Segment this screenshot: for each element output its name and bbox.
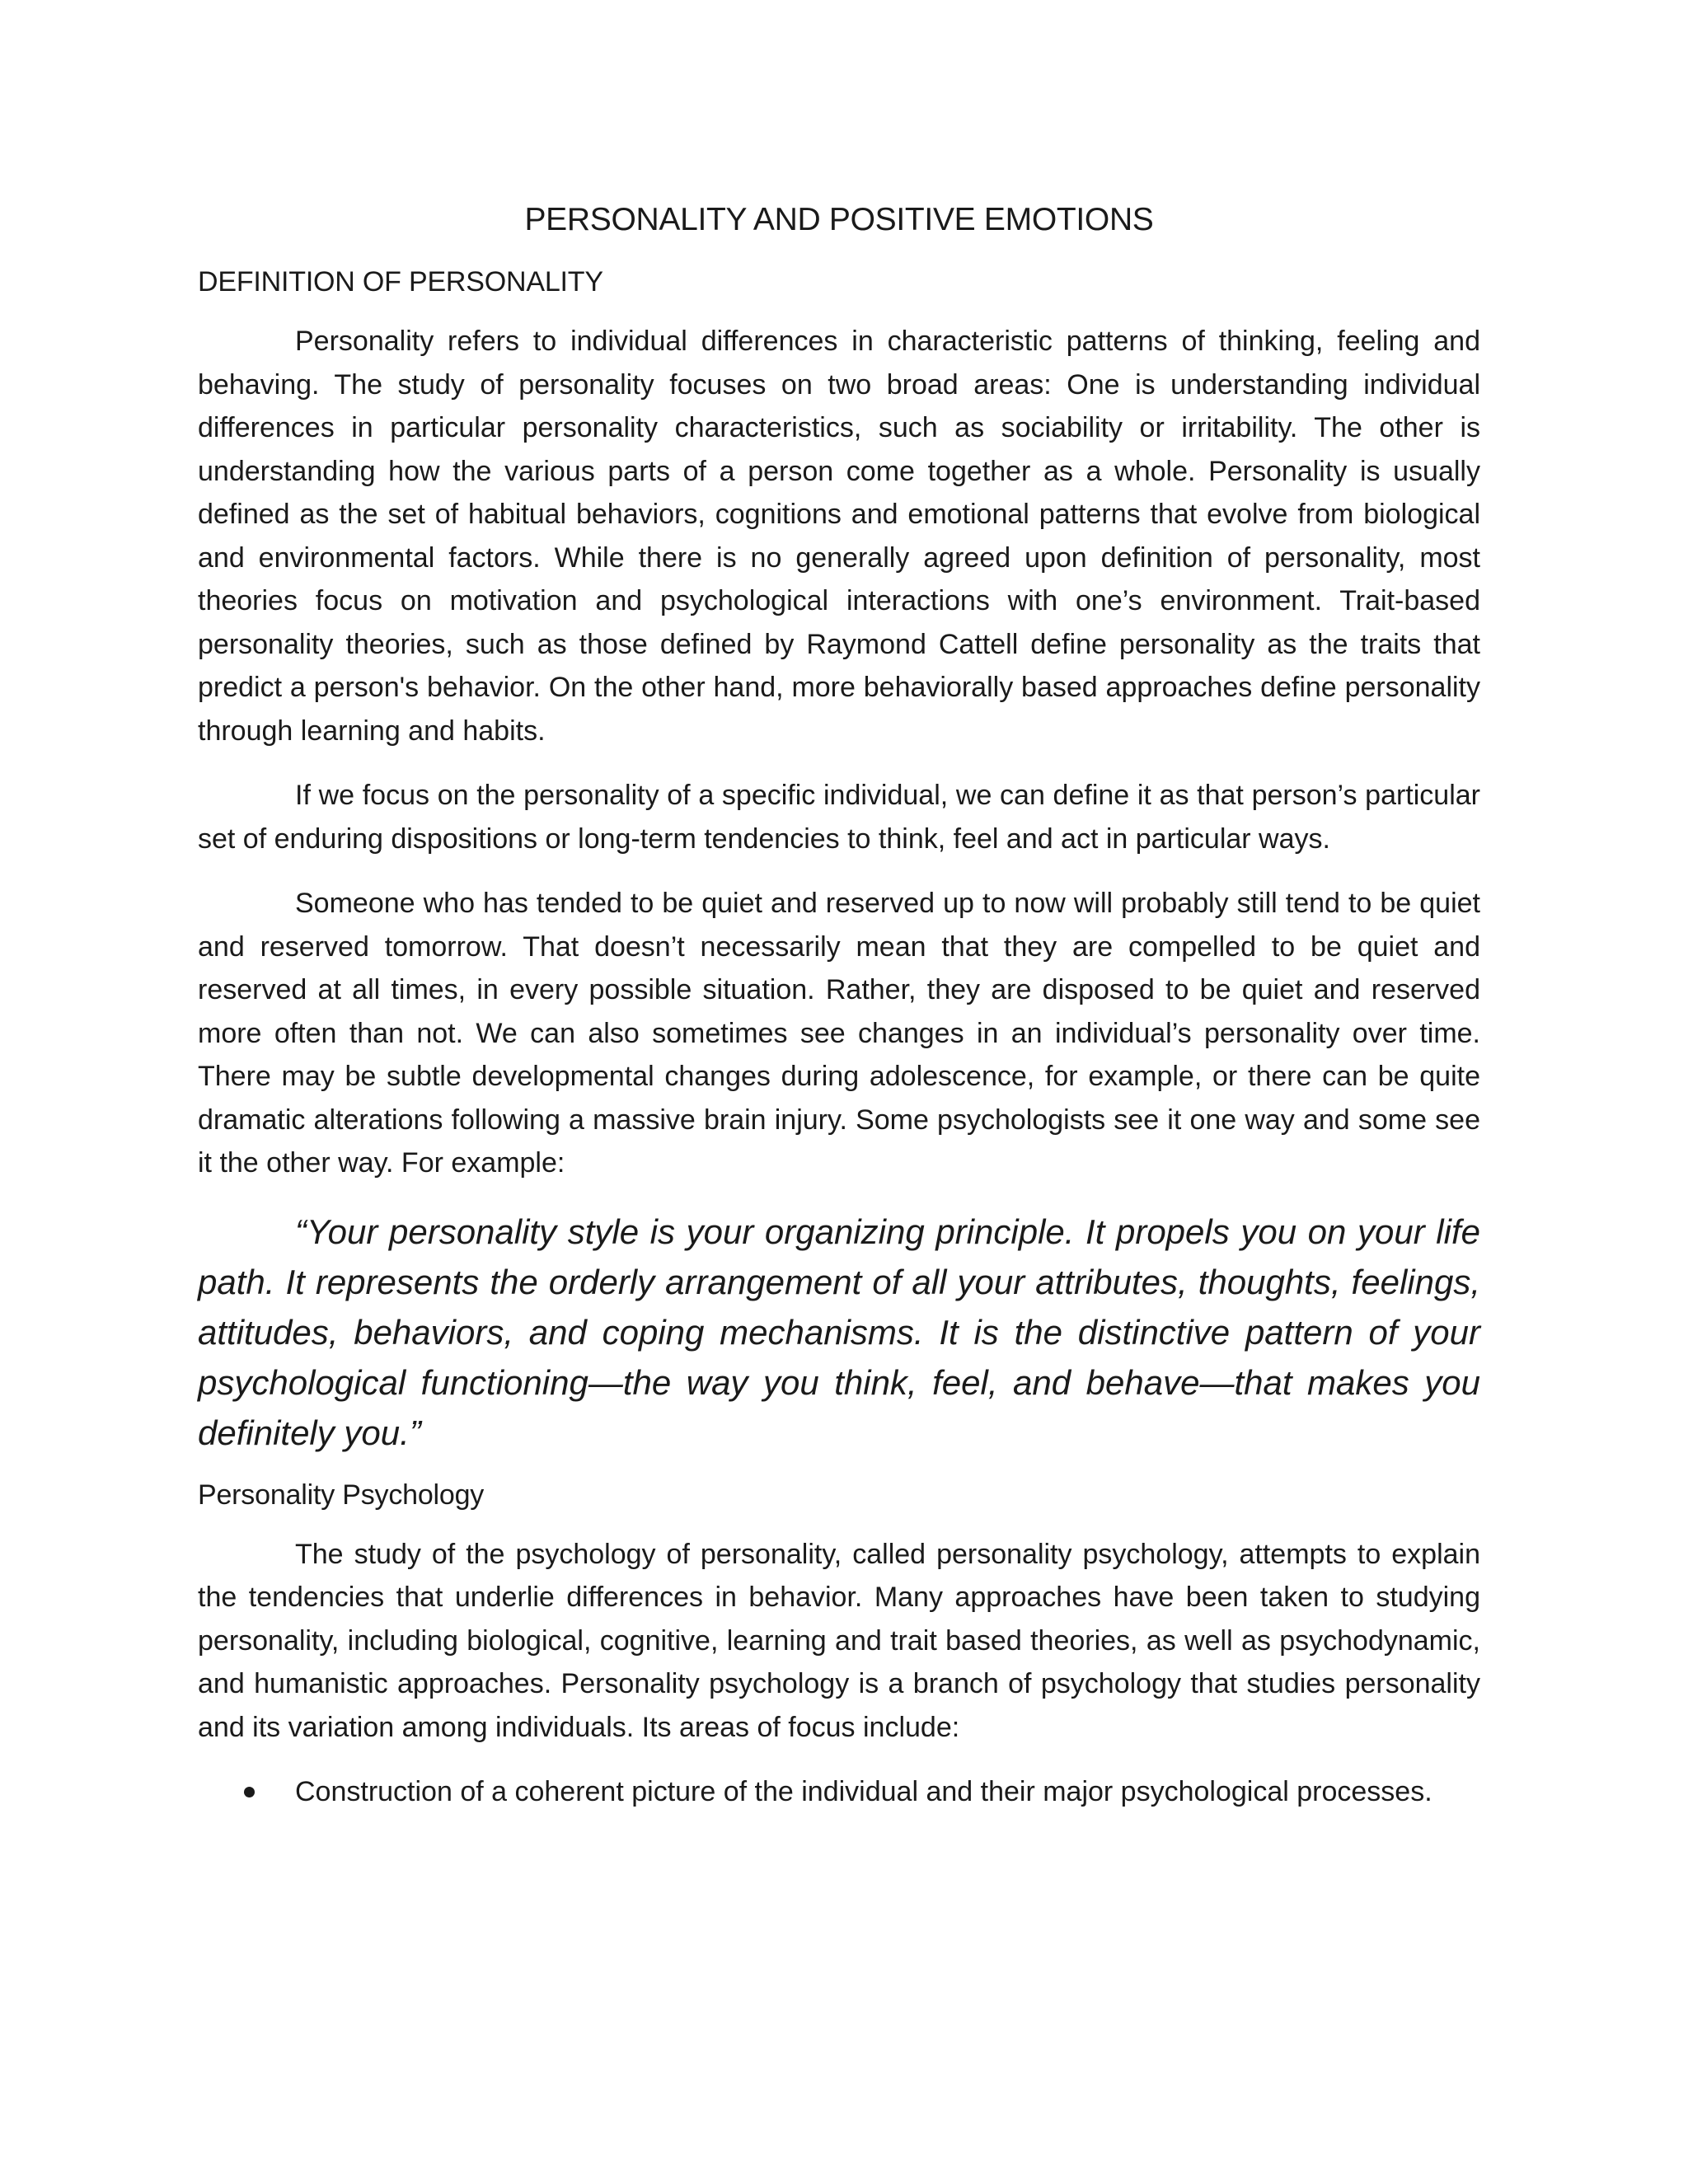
- bullet-icon: [244, 1787, 255, 1797]
- list-item-text: Construction of a coherent picture of the individual and their major psychological processes.: [295, 1776, 1432, 1807]
- paragraph-personality-psychology: The study of the psychology of personality, called personality psychology, attempts to explain the tendencies that underlie differences in behavior. Many approaches have been taken to studying personality, including biological, cognitive, learning and trait based theories, as well as psychodynamic, and humanistic approaches. Personality psychology is a branch of psychology that studies personality and its variation among individuals. Its areas of focus include:: [198, 1538, 1480, 1743]
- focus-areas-list: [198, 1770, 1480, 1814]
- block-quote: “Your personality style is your organizing principle. It propels you on your life path. It represents the orderly arrangement of all your attributes, thoughts, feelings, attitudes, behaviors, and coping mechanisms. It is the distinctive pattern of your psychological functioning—the way you think, feel, and behave—that makes you definitely you.”: [198, 1212, 1480, 1452]
- list-item: [198, 1770, 1480, 1814]
- paragraph-stability: Someone who has tended to be quiet and reserved up to now will probably still tend to be quiet and reserved tomorrow. That doesn’t necessarily mean that they are compelled to be quiet and reserved at all times, in every possible situation. Rather, they are disposed to be quiet and reserved more often than not. We can also sometimes see changes in an individual’s personality over time. There may be subtle developmental changes during adolescence, for example, or there can be quite dramatic alterations following a massive brain injury. Some psychologists see it one way and some see it the other way. For example:: [198, 888, 1480, 1179]
- paragraph-individual: If we focus on the personality of a specific individual, we can define it as that person’s particular set of enduring dispositions or long-term tendencies to think, feel and act in particular ways.: [198, 780, 1480, 855]
- section-heading-definition: DEFINITION OF PERSONALITY: [198, 266, 603, 298]
- page-title: PERSONALITY AND POSITIVE EMOTIONS: [524, 202, 1154, 237]
- section-heading-personality-psychology: Personality Psychology: [198, 1479, 485, 1511]
- paragraph-definition: Personality refers to individual differences in characteristic patterns of thinking, feeling and behaving. The study of personality focuses on two broad areas: One is understanding individual differences in particular personality characteristics, such as sociability or irritability. The other is understanding how the various parts of a person come together as a whole. Personality is usually defined as the set of habitual behaviors, cognitions and emotional patterns that evolve from biological and environmental factors. While there is no generally agreed upon definition of personality, most theories focus on motivation and psychological interactions with one’s environment. Trait-based personality theories, such as those defined by Raymond Cattell define personality as the traits that predict a person's behavior. On the other hand, more behaviorally based approaches define personality through learning and habits.: [198, 326, 1480, 747]
